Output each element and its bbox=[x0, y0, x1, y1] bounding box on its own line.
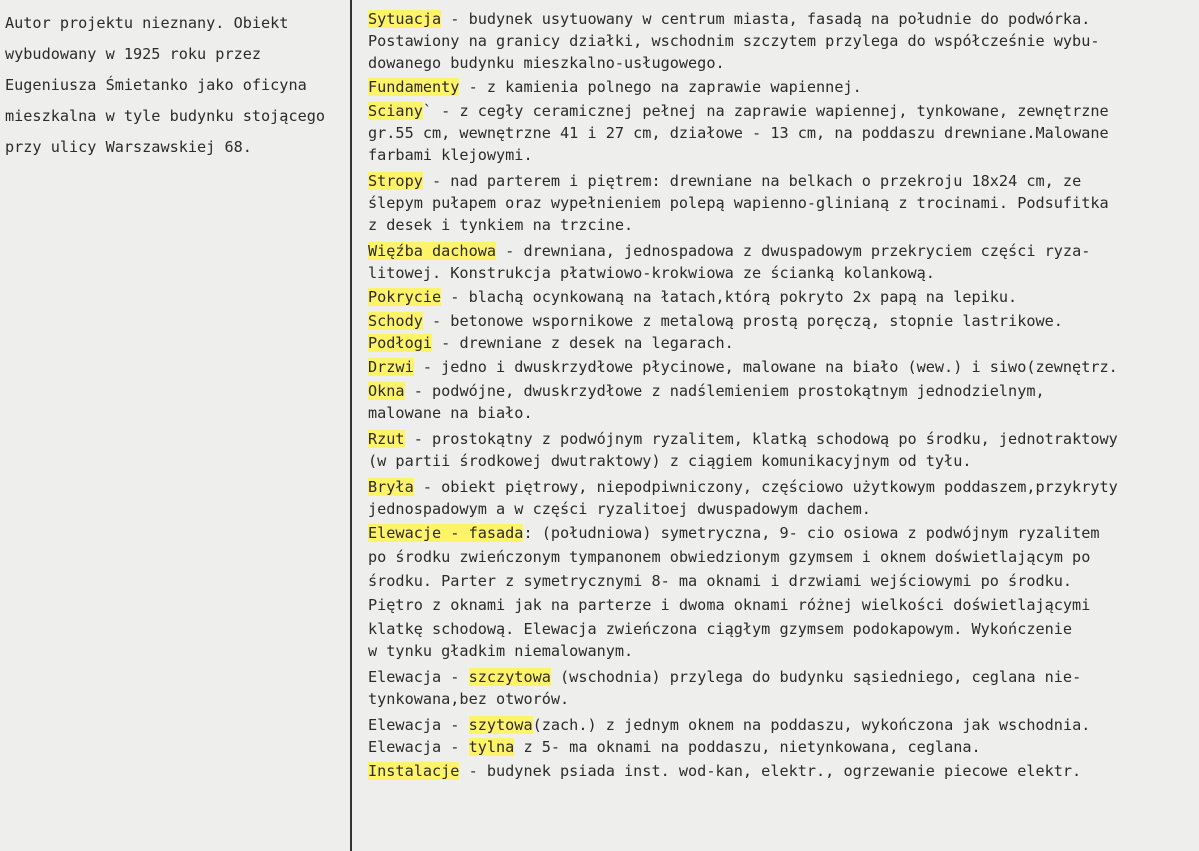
document-line bbox=[368, 192, 1196, 214]
document-line bbox=[368, 52, 1196, 74]
document-line bbox=[368, 262, 1196, 284]
document-line bbox=[368, 214, 1196, 236]
line-text: po środku zwieńczonym tympanonem obwiedzionym gzymsem i oknem doświetlającym po bbox=[368, 548, 1091, 566]
line-text: - budynek psiada inst. wod-kan, elektr., ogrzewanie piecowe elektr. bbox=[459, 762, 1082, 780]
line-text: ślepym pułapem oraz wypełnieniem polepą wapienno-glinianą z trocinami. Podsufitka bbox=[368, 194, 1109, 212]
highlighted-heading: Bryła bbox=[368, 478, 414, 496]
document-line bbox=[368, 100, 1196, 122]
line-text: farbami klejowymi. bbox=[368, 146, 533, 164]
highlighted-heading: Drzwi bbox=[368, 358, 414, 376]
line-text: - podwójne, dwuskrzydłowe z nadślemieniem prostokątnym jednodzielnym, bbox=[404, 382, 1045, 400]
line-prefix: Elewacja - bbox=[368, 668, 469, 686]
line-text: - jedno i dwuskrzydłowe płycinowe, malowane na biało (wew.) i siwo(zewnętrz. bbox=[413, 358, 1118, 376]
highlighted-heading: Elewacje - fasada bbox=[368, 524, 524, 542]
document-line bbox=[368, 332, 1196, 354]
document-line bbox=[368, 714, 1196, 736]
line-text: (w partii środkowej dwutraktowy) z ciągiem komunikacyjnym od tyłu. bbox=[368, 452, 972, 470]
document-line bbox=[368, 30, 1196, 52]
line-text: jednospadowym a w części ryzalitoej dwuspadowym dachem. bbox=[368, 500, 871, 518]
highlighted-heading: tylna bbox=[468, 738, 515, 756]
document-line bbox=[368, 498, 1196, 520]
highlighted-heading: Więźba dachowa bbox=[368, 242, 497, 260]
line-text: - betonowe wspornikowe z metalową prostą poręczą, stopnie lastrikowe. bbox=[422, 312, 1063, 330]
document-line bbox=[368, 356, 1196, 378]
line-text: Postawiony na granicy działki, wschodnim szczytem przylega do współcześnie wybu- bbox=[368, 32, 1100, 50]
highlighted-heading: Okna bbox=[368, 382, 405, 400]
line-text: ` - z cegły ceramicznej pełnej na zaprawie wapiennej, tynkowane, zewnętrzne bbox=[422, 102, 1109, 120]
document-line bbox=[368, 122, 1196, 144]
document-line bbox=[368, 594, 1196, 616]
line-text: - nad parterem i piętrem: drewniane na belkach o przekroju 18x24 cm, ze bbox=[422, 172, 1082, 190]
line-text: klatkę schodową. Elewacja zwieńczona ciągłym gzymsem podokapowym. Wykończenie bbox=[368, 620, 1073, 638]
highlighted-heading: szytowa bbox=[468, 716, 533, 734]
highlighted-heading: Sciany bbox=[368, 102, 423, 120]
line-text: malowane na biało. bbox=[368, 404, 533, 422]
document-line bbox=[368, 8, 1196, 30]
line-text: - blachą ocynkowaną na łatach,którą pokryto 2x papą na lepiku. bbox=[441, 288, 1018, 306]
left-text-line: Eugeniusza Śmietanko jako oficyna bbox=[5, 76, 307, 94]
document-line bbox=[368, 688, 1196, 710]
document-line bbox=[368, 618, 1196, 640]
line-text: tynkowana,bez otworów. bbox=[368, 690, 570, 708]
right-column-description bbox=[368, 8, 1196, 782]
document-line bbox=[368, 144, 1196, 166]
document-line bbox=[368, 170, 1196, 192]
document-line bbox=[368, 286, 1196, 308]
line-text: z 5- ma oknami na poddaszu, nietynkowana, ceglana. bbox=[514, 738, 981, 756]
left-text-line: przy ulicy Warszawskiej 68. bbox=[5, 138, 252, 156]
line-text: - budynek usytuowany w centrum miasta, fasadą na południe do podwórka. bbox=[441, 10, 1091, 28]
line-prefix: Elewacja - bbox=[368, 738, 469, 756]
line-text: środku. Parter z symetrycznymi 8- ma oknami i drzwiami wejściowymi po środku. bbox=[368, 572, 1073, 590]
document-line bbox=[368, 428, 1196, 450]
highlighted-heading: szczytowa bbox=[468, 668, 551, 686]
document-line bbox=[368, 570, 1196, 592]
left-column-notes bbox=[5, 8, 350, 163]
highlighted-heading: Sytuacja bbox=[368, 10, 442, 28]
highlighted-heading: Stropy bbox=[368, 172, 423, 190]
line-text: Piętro z oknami jak na parterze i dwoma oknami różnej wielkości doświetlającymi bbox=[368, 596, 1091, 614]
highlighted-heading: Rzut bbox=[368, 430, 405, 448]
document-line bbox=[368, 666, 1196, 688]
document-line bbox=[368, 380, 1196, 402]
document-line bbox=[368, 640, 1196, 662]
line-text: - z kamienia polnego na zaprawie wapiennej. bbox=[459, 78, 862, 96]
left-text-line: mieszkalna w tyle budynku stojącego bbox=[5, 107, 326, 125]
document-line bbox=[368, 450, 1196, 472]
document-line bbox=[368, 310, 1196, 332]
line-text: - prostokątny z podwójnym ryzalitem, klatką schodową po środku, jednotraktowy bbox=[404, 430, 1118, 448]
line-text: (wschodnia) przylega do budynku sąsiedniego, ceglana nie- bbox=[550, 668, 1082, 686]
document-line bbox=[368, 76, 1196, 98]
document-line bbox=[368, 476, 1196, 498]
line-text: : (południowa) symetryczna, 9- cio osiowa z podwójnym ryzalitem bbox=[523, 524, 1100, 542]
document-line bbox=[368, 736, 1196, 758]
left-text-line: Autor projektu nieznany. Obiekt bbox=[5, 14, 289, 32]
line-text: (zach.) z jednym oknem na poddaszu, wykończona jak wschodnia. bbox=[532, 716, 1091, 734]
document-line bbox=[368, 402, 1196, 424]
line-text: z desek i tynkiem na trzcine. bbox=[368, 216, 634, 234]
line-text: litowej. Konstrukcja płatwiowo-krokwiowa ze ścianką kolankową. bbox=[368, 264, 935, 282]
highlighted-heading: Podłogi bbox=[368, 334, 433, 352]
line-prefix: Elewacja - bbox=[368, 716, 469, 734]
highlighted-heading: Instalacje bbox=[368, 762, 460, 780]
highlighted-heading: Fundamenty bbox=[368, 78, 460, 96]
document-line bbox=[368, 522, 1196, 544]
left-text-line: wybudowany w 1925 roku przez bbox=[5, 45, 262, 63]
line-text: - obiekt piętrowy, niepodpiwniczony, częściowo użytkowym poddaszem,przykryty bbox=[413, 478, 1118, 496]
column-divider bbox=[350, 0, 352, 851]
line-text: gr.55 cm, wewnętrzne 41 i 27 cm, działowe - 13 cm, na poddaszu drewniane.Malowane bbox=[368, 124, 1109, 142]
document-line bbox=[368, 760, 1196, 782]
line-text: w tynku gładkim niemalowanym. bbox=[368, 642, 634, 660]
highlighted-heading: Pokrycie bbox=[368, 288, 442, 306]
document-line bbox=[368, 546, 1196, 568]
highlighted-heading: Schody bbox=[368, 312, 423, 330]
line-text: - drewniane z desek na legarach. bbox=[432, 334, 734, 352]
document-line bbox=[368, 240, 1196, 262]
line-text: - drewniana, jednospadowa z dwuspadowym przekryciem części ryza- bbox=[496, 242, 1091, 260]
line-text: dowanego budynku mieszkalno-usługowego. bbox=[368, 54, 725, 72]
